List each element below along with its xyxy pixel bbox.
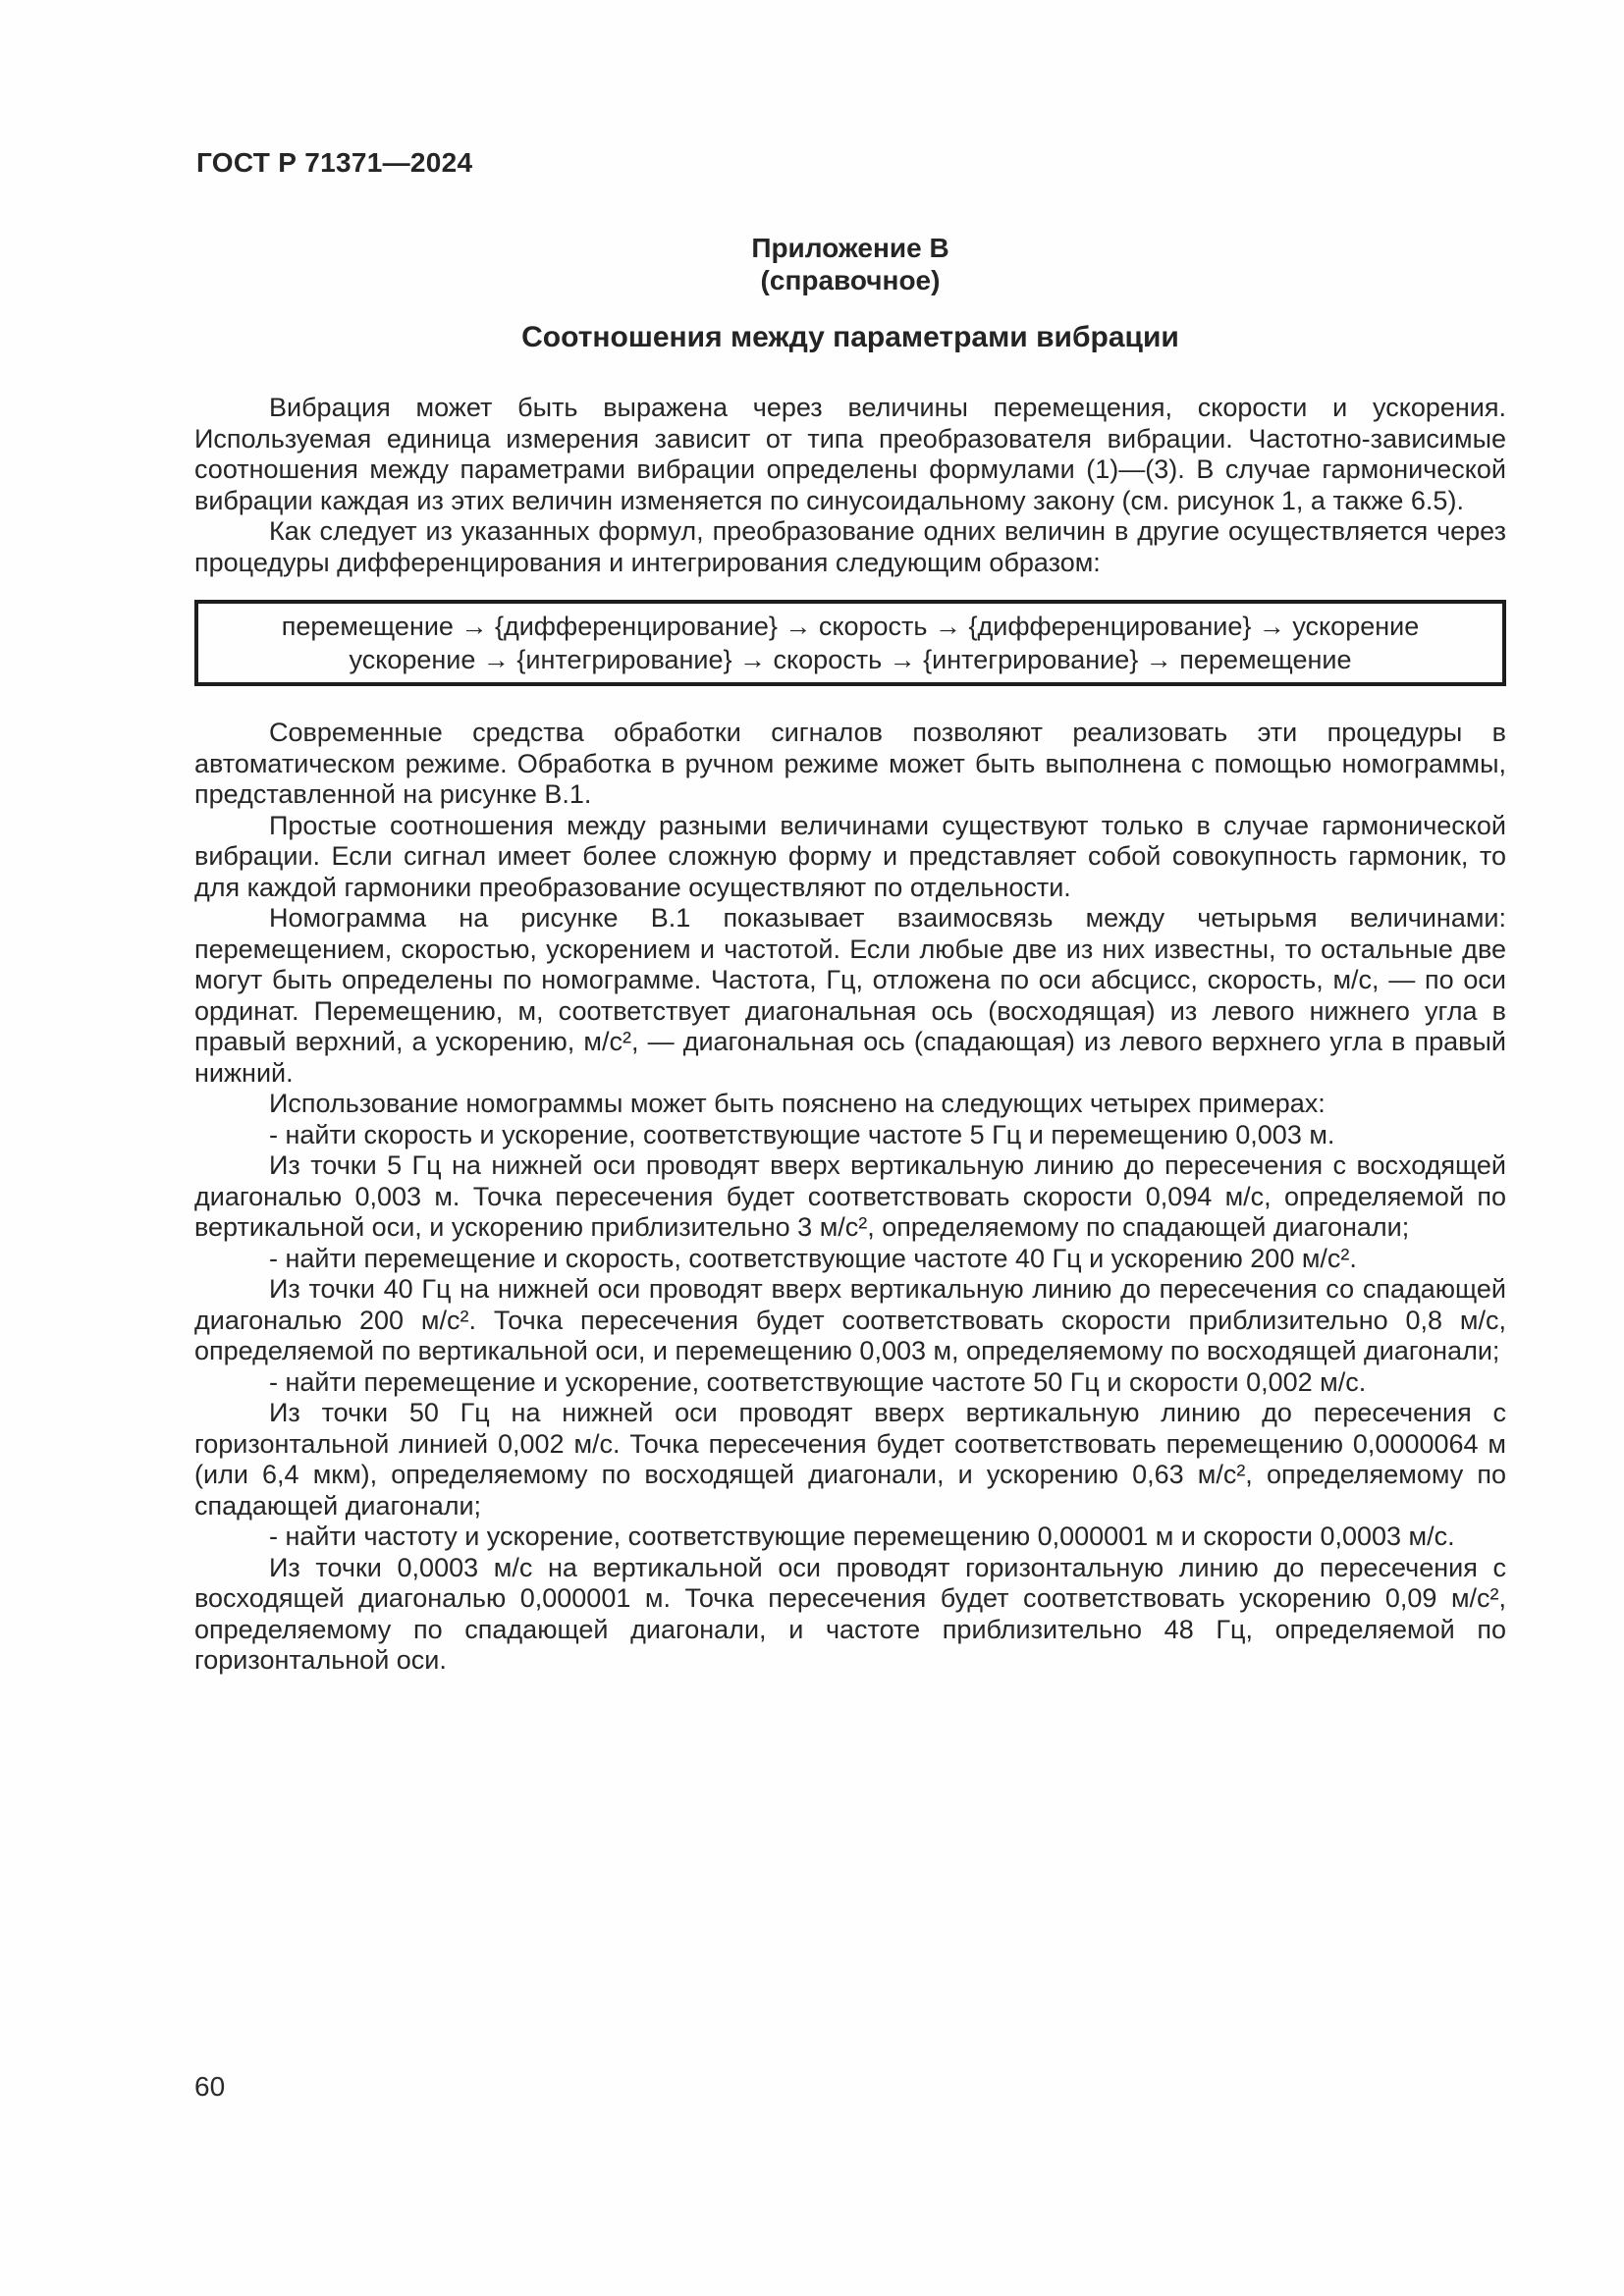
paragraph-body-4: Использование номограммы может быть пояснено на следующих четырех примерах: (269, 1089, 1326, 1118)
doc-code-header: ГОСТ Р 71371—2024 (196, 147, 473, 178)
conversion-scheme-line-1: перемещение → {дифференцирование} → скорость → {дифференцирование} → ускорение (281, 612, 1420, 641)
page-number: 60 (194, 2071, 226, 2102)
appendix-label: Приложение В (751, 233, 949, 263)
conversion-scheme-box (194, 600, 1506, 686)
paragraph-intro-2: Как следует из указанных формул, преобразование одних величин в другие осуществляется через процедуры дифференцирования и интегрирования следующим образом: (194, 516, 1506, 577)
page-content (194, 232, 1506, 1677)
paragraph-example-2-detail: Из точки 40 Гц на нижней оси проводят вверх вертикальную линию до пересечения со спадающей диагональю 200 м/с². Точка пересечения будет соответствовать скорости приблизительно 0,8 м/с, определяемой по вертикальной оси, и перемещению 0,003 м, определяемому по восходящей диагонали; (194, 1274, 1506, 1365)
paragraph-example-1-detail: Из точки 5 Гц на нижней оси проводят вверх вертикальную линию до пересечения с восходящей диагональю 0,003 м. Точка пересечения будет соответствовать скорости 0,094 м/с, определяемой по вертикальной оси, и ускорению приблизительно 3 м/с², определяемому по спадающей диагонали; (194, 1150, 1506, 1242)
paragraph-body-2: Простые соотношения между разными величинами существуют только в случае гармонической вибрации. Если сигнал имеет более сложную форму и представляет собой совокупность гармоник, то для каждой гармоники преобразование осуществляют по отдельности. (194, 810, 1506, 902)
paragraph-example-1: - найти скорость и ускорение, соответствующие частоте 5 Гц и перемещению 0,003 м. (269, 1119, 1335, 1149)
paragraph-example-3-detail: Из точки 50 Гц на нижней оси проводят вверх вертикальную линию до пересечения с горизонтальной линией 0,002 м/с. Точка пересечения будет соответствовать перемещению 0,0000064 м (или 6,4 мкм), определяемому по восходящей диагонали, и ускорению 0,63 м/с², определяемому по спадающей диагонали; (194, 1398, 1506, 1521)
paragraph-intro-1: Вибрация может быть выражена через величины перемещения, скорости и ускорения. Используемая единица измерения зависит от типа преобразователя вибрации. Частотно-зависимые соотношения между параметрами вибрации определены формулами (1)—(3). В случае гармонической вибрации каждая из этих величин изменяется по синусоидальному закону (см. рисунок 1, а также 6.5). (194, 393, 1506, 515)
paragraph-example-4: - найти частоту и ускорение, соответствующие перемещению 0,000001 м и скорости 0,0003 м/с. (269, 1522, 1455, 1551)
paragraph-example-3: - найти перемещение и ускорение, соответствующие частоте 50 Гц и скорости 0,002 м/с. (269, 1366, 1367, 1397)
appendix-title: Соотношения между параметрами вибрации (521, 321, 1179, 353)
appendix-type: (справочное) (760, 265, 941, 295)
conversion-scheme-line-2: ускорение → {интегрирование} → скорость → {интегрирование} → перемещение (349, 645, 1352, 674)
paragraph-body-1: Современные средства обработки сигналов позволяют реализовать эти процедуры в автоматическом режиме. Обработка в ручном режиме может быть выполнена с помощью номограммы, представленной на рисунке В.1. (194, 718, 1506, 809)
paragraph-body-3: Номограмма на рисунке В.1 показывает взаимосвязь между четырьмя величинами: перемещением, скоростью, ускорением и частотой. Если любые две из них известны, то остальные две могут быть определены по номограмме. Частота, Гц, отложена по оси абсцисс, скорость, м/с, — по оси ординат. Перемещению, м, соответствует диагональная ось (восходящая) из левого нижнего угла в правый верхний, а ускорению, м/с², — диагональная ось (спадающая) из левого верхнего угла в правый нижний. (194, 903, 1506, 1088)
paragraph-example-2: - найти перемещение и скорость, соответствующие частоте 40 Гц и ускорению 200 м/с². (269, 1243, 1357, 1273)
paragraph-example-4-detail: Из точки 0,0003 м/с на вертикальной оси проводят горизонтальную линию до пересечения с восходящей диагональю 0,000001 м. Точка пересечения будет соответствовать ускорению 0,09 м/с², определяемому по спадающей диагонали, и частоте приблизительно 48 Гц, определяемой по горизонтальной оси. (194, 1552, 1506, 1675)
